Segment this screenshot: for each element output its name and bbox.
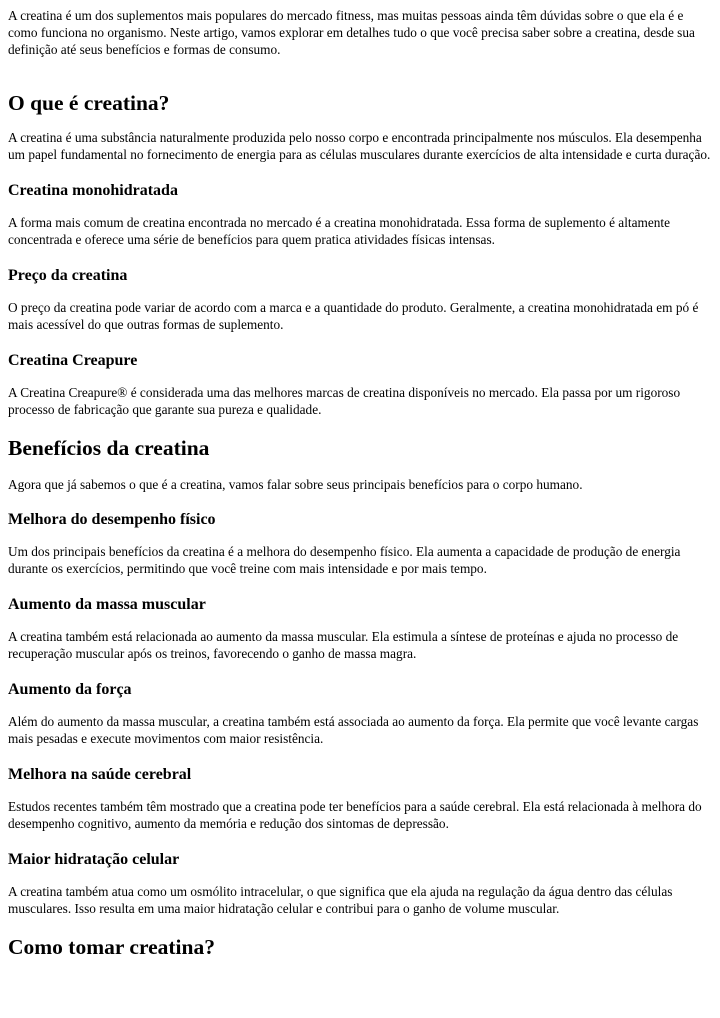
subheading-monohidratada: Creatina monohidratada bbox=[8, 182, 178, 199]
subheading-desempenho: Melhora do desempenho físico bbox=[8, 511, 216, 528]
subheading-preco: Preço da creatina bbox=[8, 267, 128, 284]
paragraph-hidratacao: A creatina também atua como um osmólito intracelular, o que significa que ela ajuda na regulação da água dentro das células musculares. Isso resulta em uma maior hidratação celular e contribui para o ganho de volume muscular. bbox=[8, 884, 673, 916]
paragraph-saude-cerebral: Estudos recentes também têm mostrado que a creatina pode ter benefícios para a saúde cerebral. Ela está relacionada à melhora do desempenho cognitivo, aumento da memória e redução dos sintomas de depressão. bbox=[8, 799, 702, 831]
intro-paragraph: A creatina é um dos suplementos mais populares do mercado fitness, mas muitas pessoas ainda têm dúvidas sobre o que ela é e como funciona no organismo. Neste artigo, vamos explorar em detalhes tudo o que você precisa saber sobre a creatina, desde sua definição até seus benefícios e formas de consumo. bbox=[8, 8, 695, 57]
section-paragraph-what-is: A creatina é uma substância naturalmente produzida pelo nosso corpo e encontrada principalmente nos músculos. Ela desempenha um papel fundamental no fornecimento de energia para as células musculares durante exercícios de alta intensidade e curta duração. bbox=[8, 130, 711, 162]
section-heading-como-tomar: Como tomar creatina? bbox=[8, 935, 215, 959]
subheading-forca: Aumento da força bbox=[8, 681, 132, 698]
subheading-massa-muscular: Aumento da massa muscular bbox=[8, 596, 206, 613]
section-heading-beneficios: Benefícios da creatina bbox=[8, 436, 210, 460]
paragraph-preco: O preço da creatina pode variar de acordo com a marca e a quantidade do produto. Geralmente, a creatina monohidratada em pó é mais acessível do que outras formas de suplemento. bbox=[8, 300, 699, 332]
paragraph-forca: Além do aumento da massa muscular, a creatina também está associada ao aumento da força. Ela permite que você levante cargas mais pesadas e execute movimentos com maior resistência. bbox=[8, 714, 699, 746]
subheading-creapure: Creatina Creapure bbox=[8, 352, 138, 369]
paragraph-desempenho: Um dos principais benefícios da creatina é a melhora do desempenho físico. Ela aumenta a capacidade de produção de energia durante os exercícios, permitindo que você treine com mais intensidade e por mais tempo. bbox=[8, 544, 681, 576]
paragraph-monohidratada: A forma mais comum de creatina encontrada no mercado é a creatina monohidratada. Essa forma de suplemento é altamente concentrada e oferece uma série de benefícios para quem pratica atividades físicas intensas. bbox=[8, 215, 670, 247]
subheading-hidratacao: Maior hidratação celular bbox=[8, 851, 180, 868]
paragraph-massa-muscular: A creatina também está relacionada ao aumento da massa muscular. Ela estimula a síntese de proteínas e ajuda no processo de recuperação muscular após os treinos, favorecendo o ganho de massa magra. bbox=[8, 629, 679, 661]
paragraph-creapure: A Creatina Creapure® é considerada uma das melhores marcas de creatina disponíveis no mercado. Ela passa por um rigoroso processo de fabricação que garante sua pureza e qualidade. bbox=[8, 385, 681, 417]
section-paragraph-beneficios: Agora que já sabemos o que é a creatina, vamos falar sobre seus principais benefícios para o corpo humano. bbox=[8, 477, 583, 492]
section-heading-what-is: O que é creatina? bbox=[8, 91, 170, 115]
subheading-saude-cerebral: Melhora na saúde cerebral bbox=[8, 766, 192, 783]
